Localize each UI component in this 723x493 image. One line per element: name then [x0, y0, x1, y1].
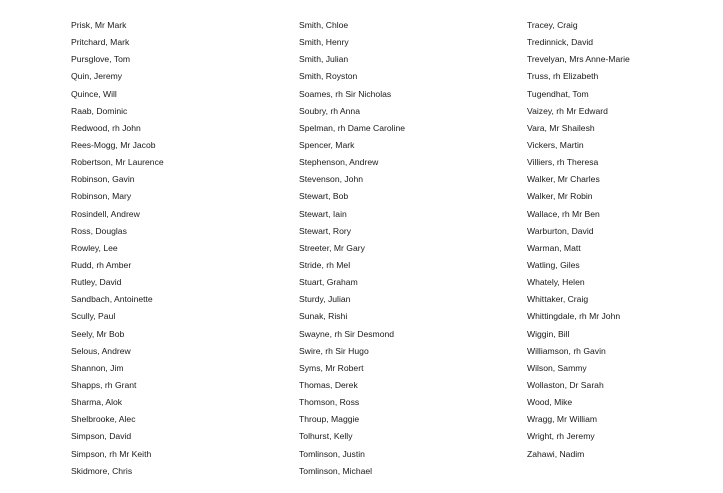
member-name: Tomlinson, Justin — [299, 448, 365, 459]
member-name: Redwood, rh John — [71, 122, 141, 133]
member-name: Streeter, Mr Gary — [299, 242, 365, 253]
member-name: Smith, Henry — [299, 37, 349, 48]
member-name: Rees-Mogg, Mr Jacob — [71, 139, 156, 150]
member-name: Tomlinson, Michael — [299, 465, 373, 476]
member-name: Shannon, Jim — [71, 362, 124, 373]
member-name: Zahawi, Nadim — [527, 448, 585, 459]
member-name: Tracey, Craig — [527, 20, 578, 30]
member-name: Vaizey, rh Mr Edward — [527, 105, 608, 116]
member-name: Stride, rh Mel — [299, 259, 351, 270]
member-name: Stuart, Graham — [299, 277, 358, 288]
member-name: Stephenson, Andrew — [299, 157, 379, 168]
member-name: Rosindell, Andrew — [71, 208, 140, 219]
member-name: Wood, Mike — [527, 397, 573, 408]
member-name: Syms, Mr Robert — [299, 362, 364, 373]
member-name: Sunak, Rishi — [299, 311, 348, 322]
member-name: Quin, Jeremy — [71, 71, 123, 82]
member-name: Rowley, Lee — [71, 242, 118, 253]
member-name: Rutley, David — [71, 277, 122, 288]
member-name: Smith, Chloe — [299, 20, 349, 30]
member-name: Wollaston, Dr Sarah — [527, 379, 604, 390]
member-name: Wallace, rh Mr Ben — [527, 208, 600, 219]
member-name: Stevenson, John — [299, 174, 364, 185]
names-column-2 — [299, 17, 509, 480]
member-name: Rudd, rh Amber — [71, 259, 132, 270]
member-name: Tolhurst, Kelly — [299, 431, 353, 442]
member-name: Watling, Giles — [527, 259, 580, 270]
member-name: Tugendhat, Tom — [527, 88, 589, 99]
member-name: Pritchard, Mark — [71, 37, 130, 48]
member-name: Wright, rh Jeremy — [527, 431, 595, 442]
member-name: Warburton, David — [527, 225, 594, 236]
names-column-1 — [71, 17, 271, 480]
member-name: Spencer, Mark — [299, 139, 355, 150]
member-name: Stewart, Iain — [299, 208, 347, 219]
member-name: Sturdy, Julian — [299, 294, 351, 305]
member-name: Wiggin, Bill — [527, 328, 570, 339]
member-name: Villiers, rh Theresa — [527, 157, 599, 168]
member-name: Whittingdale, rh Mr John — [527, 311, 621, 322]
member-name: Robinson, Gavin — [71, 174, 135, 185]
member-name: Swire, rh Sir Hugo — [299, 345, 369, 356]
member-name: Shapps, rh Grant — [71, 379, 137, 390]
member-name: Ross, Douglas — [71, 225, 127, 236]
member-name: Robinson, Mary — [71, 191, 132, 202]
member-name: Walker, Mr Charles — [527, 174, 600, 185]
member-name: Sandbach, Antoinette — [71, 294, 153, 305]
member-name: Whittaker, Craig — [527, 294, 589, 305]
member-name: Simpson, rh Mr Keith — [71, 448, 152, 459]
member-name: Pursglove, Tom — [71, 54, 131, 65]
member-name: Skidmore, Chris — [71, 465, 133, 476]
member-name: Stewart, Bob — [299, 191, 349, 202]
member-name: Smith, Julian — [299, 54, 349, 65]
member-name: Soames, rh Sir Nicholas — [299, 88, 392, 99]
member-name: Prisk, Mr Mark — [71, 20, 127, 30]
member-name: Selous, Andrew — [71, 345, 131, 356]
member-name: Throup, Maggie — [299, 414, 360, 425]
member-name: Thomas, Derek — [299, 379, 358, 390]
member-name: Seely, Mr Bob — [71, 328, 125, 339]
member-name: Raab, Dominic — [71, 105, 128, 116]
member-name: Wragg, Mr William — [527, 414, 598, 425]
member-name: Thomson, Ross — [299, 397, 360, 408]
member-name: Walker, Mr Robin — [527, 191, 593, 202]
member-name: Vara, Mr Shailesh — [527, 122, 595, 133]
member-name: Warman, Matt — [527, 242, 581, 253]
member-name: Williamson, rh Gavin — [527, 345, 606, 356]
member-name: Simpson, David — [71, 431, 132, 442]
member-name: Shelbrooke, Alec — [71, 414, 136, 425]
member-name: Truss, rh Elizabeth — [527, 71, 599, 82]
names-column-3 — [527, 17, 717, 463]
member-name: Scully, Paul — [71, 311, 116, 322]
member-name: Soubry, rh Anna — [299, 105, 360, 116]
member-name: Swayne, rh Sir Desmond — [299, 328, 395, 339]
member-name: Vickers, Martin — [527, 139, 584, 150]
member-name: Wilson, Sammy — [527, 362, 587, 373]
member-name: Sharma, Alok — [71, 397, 123, 408]
member-name: Robertson, Mr Laurence — [71, 157, 164, 168]
member-name: Smith, Royston — [299, 71, 358, 82]
member-name: Spelman, rh Dame Caroline — [299, 122, 406, 133]
member-name: Whately, Helen — [527, 277, 585, 288]
member-name: Trevelyan, Mrs Anne-Marie — [527, 54, 630, 65]
member-name: Tredinnick, David — [527, 37, 594, 48]
member-name: Stewart, Rory — [299, 225, 352, 236]
member-name: Quince, Will — [71, 88, 117, 99]
